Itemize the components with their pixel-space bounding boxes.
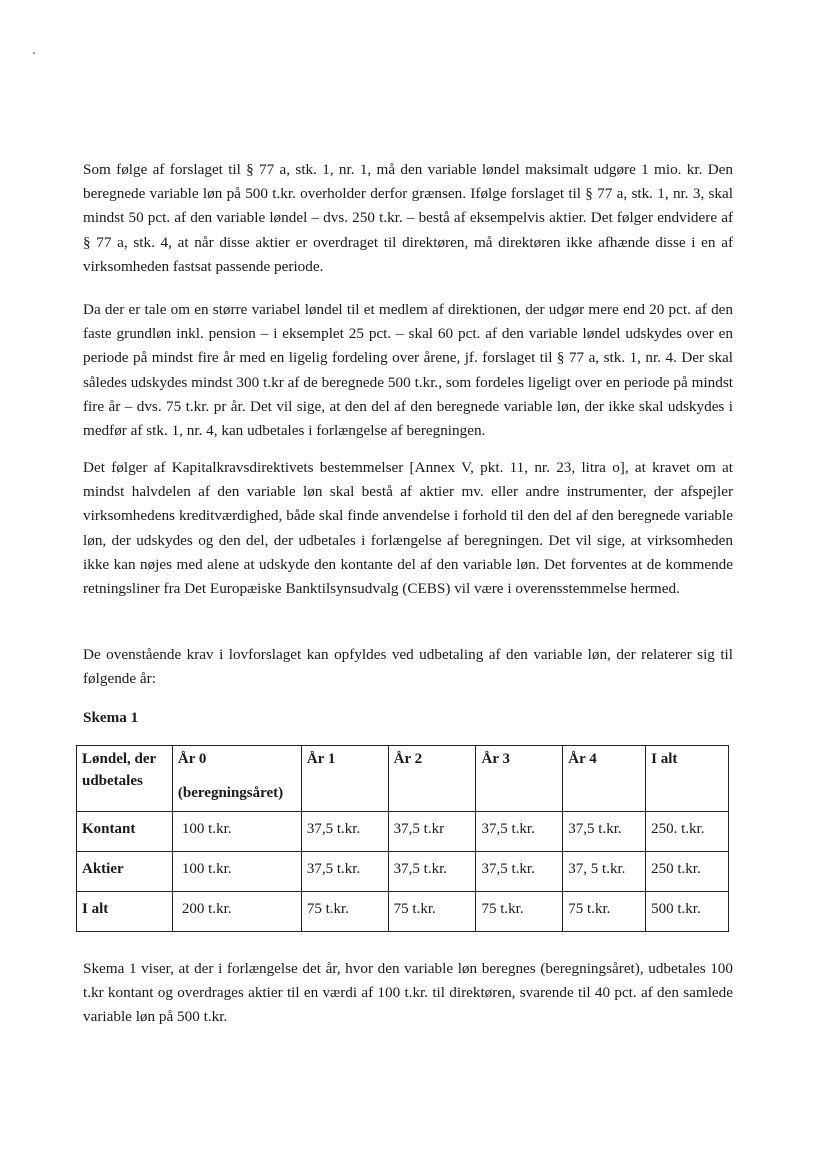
header-cell-year-4: År 4	[563, 746, 646, 812]
table-row-total	[77, 892, 729, 932]
table-cell: 37,5 t.kr.	[476, 852, 563, 892]
row-label: Aktier	[77, 852, 173, 892]
row-label: Kontant	[77, 812, 173, 852]
scan-speck	[33, 52, 35, 54]
table-cell: 75 t.kr.	[563, 892, 646, 932]
table-cell: 500 t.kr.	[646, 892, 729, 932]
schema-table	[76, 745, 729, 932]
table-cell: 37, 5 t.kr.	[563, 852, 646, 892]
header-cell-part: Løndel, der udbetales	[77, 746, 173, 812]
table-cell: 200 t.kr.	[172, 892, 301, 932]
table-cell: 37,5 t.kr.	[476, 812, 563, 852]
paragraph-5: Skema 1 viser, at der i forlængelse det år, hvor den variable løn beregnes (beregningsåret), udbetales 100 t.kr kontant og overdrages aktier til en værdi af 100 t.kr. til direktøren, svarende til 40 pct. af den samlede variable løn på 500 t.kr.	[83, 960, 733, 1026]
table-row-cash	[77, 812, 729, 852]
schema-title: Skema 1	[83, 709, 139, 726]
table-cell: 37,5 t.kr.	[301, 852, 388, 892]
header-year-0-label: År 0	[177, 751, 207, 767]
table-cell: 75 t.kr.	[301, 892, 388, 932]
header-cell-year-0	[172, 746, 301, 812]
table-cell: 250 t.kr.	[646, 852, 729, 892]
table-cell: 37,5 t.kr.	[388, 852, 476, 892]
paragraph-3: Det følger af Kapitalkravsdirektivets bestemmelser [Annex V, pkt. 11, nr. 23, litra o], at kravet om at mindst halvdelen af den variable løn skal bestå af aktier mv. eller andre instrumenter, der afspejler virksomhedens kreditværdighed, både skal finde anvendelse i forhold til den del af den beregnede variable løn, der udskydes og den del, der udbetales i forlængelse af beregningen. Det vil sige, at virksomheden ikke kan nøjes med alene at udskyde den kontante del af den variable løn. Det forventes at de kommende retningsliner fra Det Europæiske Banktilsynsudvalg (CEBS) vil være i overensstemmelse hermed.	[83, 459, 733, 598]
table-cell: 250. t.kr.	[646, 812, 729, 852]
table-cell: 37,5 t.kr	[388, 812, 476, 852]
table-header-row	[77, 746, 729, 812]
row-label: I alt	[77, 892, 173, 932]
paragraph-2: Da der er tale om en større variabel løndel til et medlem af direktionen, der udgør mere end 20 pct. af den faste grundløn inkl. pension – i eksemplet 25 pct. – skal 60 pct. af den variable løndel udskydes over en periode på mindst fire år med en ligelig fordeling over årene, jf. forslaget til § 77 a, stk. 1, nr. 4. Der skal således udskydes mindst 300 t.kr af de beregnede 500 t.kr., som fordeles ligeligt over en periode på mindst fire år – dvs. 75 t.kr. pr år. Det vil sige, at den del af den beregnede variable løn, der ikke skal udskydes i medfør af stk. 1, nr. 4, kan udbetales i forlængelse af beregningen.	[83, 301, 733, 440]
header-cell-year-2: År 2	[388, 746, 476, 812]
header-cell-total: I alt	[646, 746, 729, 812]
table-cell: 75 t.kr.	[388, 892, 476, 932]
table-cell: 37,5 t.kr.	[301, 812, 388, 852]
header-cell-year-3: År 3	[476, 746, 563, 812]
table-cell: 75 t.kr.	[476, 892, 563, 932]
header-year-0-sub: (beregningsåret)	[177, 785, 284, 801]
paragraph-4: De ovenstående krav i lovforslaget kan opfyldes ved udbetaling af den variable løn, der relaterer sig til følgende år:	[83, 646, 733, 688]
table-cell: 37,5 t.kr.	[563, 812, 646, 852]
header-cell-year-1: År 1	[301, 746, 388, 812]
paragraph-1: Som følge af forslaget til § 77 a, stk. 1, nr. 1, må den variable løndel maksimalt udgøre 1 mio. kr. Den beregnede variable løn på 500 t.kr. overholder derfor grænsen. Ifølge forslaget til § 77 a, stk. 1, nr. 3, skal mindst 50 pct. af den variable løndel – dvs. 250 t.kr. – bestå af eksempelvis aktier. Det følger endvidere af § 77 a, stk. 4, at når disse aktier er overdraget til direktøren, må direktøren ikke afhænde disse i en af virksomheden fastsat passende periode.	[83, 161, 733, 275]
table-cell: 100 t.kr.	[172, 812, 301, 852]
table-row-shares	[77, 852, 729, 892]
table-cell: 100 t.kr.	[172, 852, 301, 892]
